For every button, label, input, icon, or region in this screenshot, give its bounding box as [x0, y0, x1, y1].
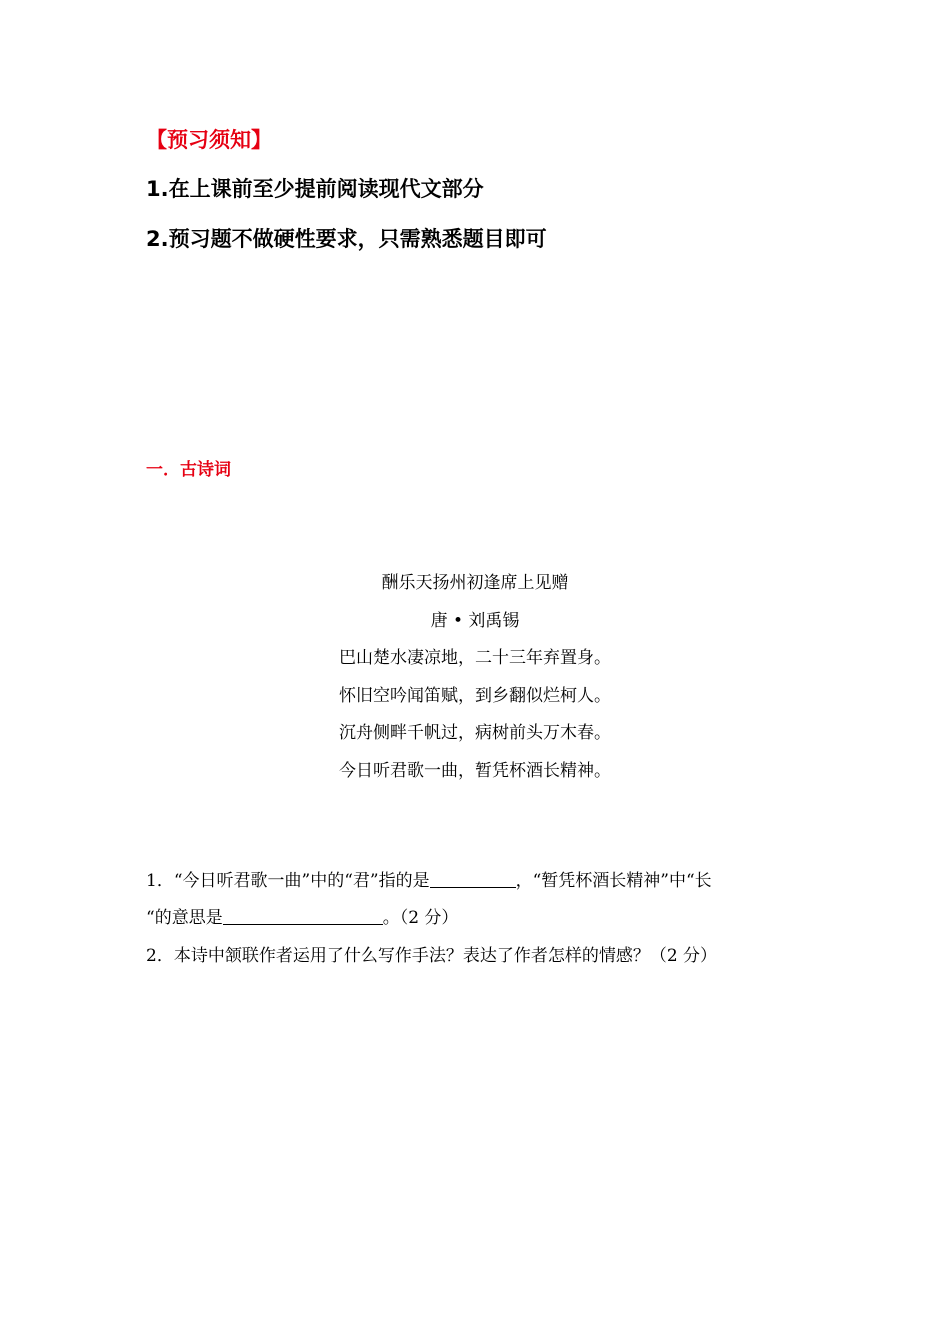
question-1-line-1 [146, 863, 826, 900]
notice-item-2: 2.预习题不做硬性要求，只需熟悉题目即可 [146, 227, 547, 251]
question-1-text-b: ，“暂凭杯酒长精神”中“长 [515, 871, 712, 891]
poem-line-1: 巴山楚水凄凉地，二十三年弃置身。 [339, 648, 611, 668]
question-1-text-d: 。（2 分） [382, 908, 459, 928]
question-1-text-a: 1．“今日听君歌一曲”中的“君”指的是 [146, 871, 430, 891]
section-heading-ancient-poetry: 一．古诗词 [146, 460, 231, 480]
question-1-text-c: “的意思是 [146, 908, 223, 928]
poem-block [0, 565, 950, 790]
question-2: 2．本诗中颔联作者运用了什么写作手法？表达了作者怎样的情感？（2 分） [146, 946, 718, 966]
answer-blank-1[interactable] [430, 867, 516, 888]
poem-line-3: 沉舟侧畔千帆过，病树前头万木春。 [339, 723, 611, 743]
poem-title: 酬乐天扬州初逢席上见赠 [381, 573, 569, 593]
notice-heading: 【预习须知】 [146, 128, 272, 152]
question-1-line-2 [146, 900, 826, 937]
question-1 [146, 863, 826, 937]
poem-author: 唐 • 刘禹锡 [430, 610, 520, 631]
poem-line-2: 怀旧空吟闻笛赋，到乡翻似烂柯人。 [339, 685, 611, 706]
answer-blank-2[interactable] [223, 904, 383, 925]
poem-line-4: 今日听君歌一曲，暂凭杯酒长精神。 [339, 760, 611, 781]
notice-item-1: 1.在上课前至少提前阅读现代文部分 [146, 177, 484, 201]
